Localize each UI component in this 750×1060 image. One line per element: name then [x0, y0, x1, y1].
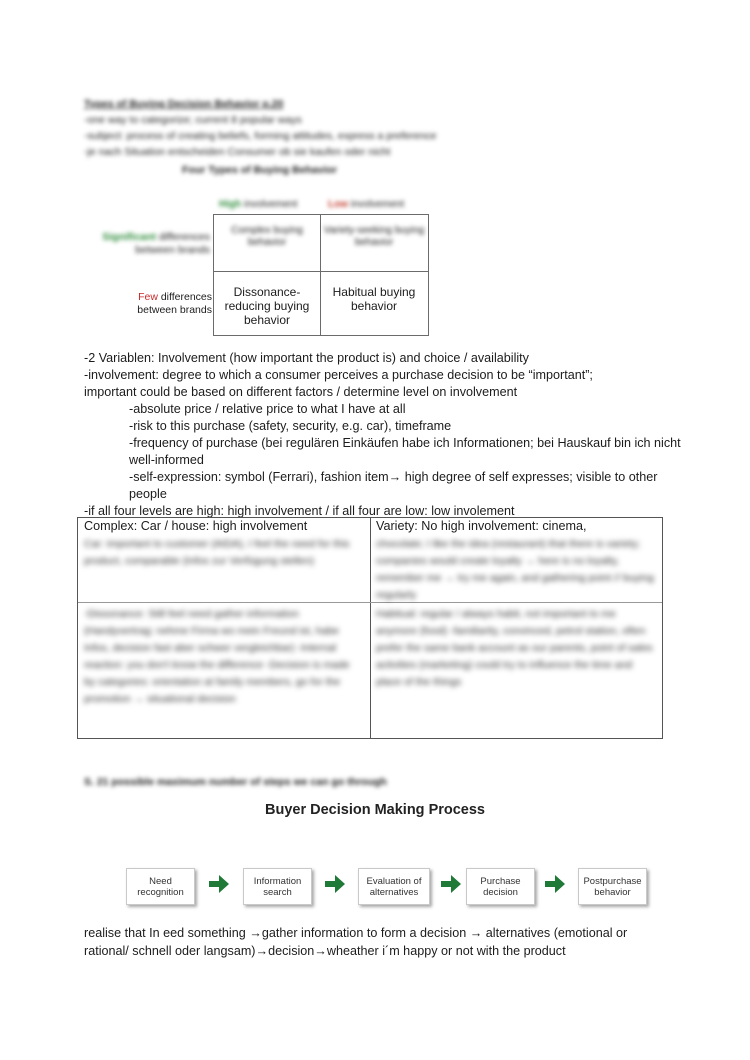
table-cell-dissonance: -Dissonance: Still feel need gather information (Handyvertrag: nehme Firma wo mein Freund ist, habe Infos, decision fast aber schwer vergleichbar) -Internal reaction: you don't know the difference -Decision is made by categories: orientation at family members, go for the promotion → situational decision [84, 608, 350, 705]
table-cell-complex: Car: important to customer (AIDA), I feel the need for this product, comparable (Infos zur Verfügung stellen) [84, 538, 350, 567]
footer-line: rational/ schnell oder langsam)→decision→wheather i´m happy or not with the product [84, 944, 566, 958]
notes-title: Types of Buying Decision Behavior p.20 [84, 98, 284, 110]
cell-habitual: Habitual buying behavior [332, 285, 416, 313]
step-need-recognition: Need recognition [126, 868, 195, 905]
step-postpurchase-behavior: Postpurchase behavior [578, 868, 647, 905]
factor-risk: -risk to this purchase (safety, security, e.g. car), timeframe [129, 419, 452, 433]
table-cell-variety: chocolate; I like the idea (restaurant) that there is variety; companies would create loyalty → here is no loyalty, remember me → try me again, and gathering point // buying regularly [376, 538, 654, 601]
body-line: important could be based on different factors / determine level on involvement [84, 385, 518, 399]
arrow-right-icon [207, 872, 231, 896]
step-purchase-decision: Purchase decision [466, 868, 535, 905]
table-header-complex: Complex: Car / house: high involvement [84, 519, 308, 533]
body-line: -if all four levels are high: high involvement / if all four are low: low involement [84, 504, 515, 518]
notes-block [84, 96, 644, 160]
matrix-divider [214, 271, 428, 272]
high-label: High [219, 199, 242, 210]
table-cell-habitual: Habitual: regular / always habit, not important to me anymore (food) -familiarity, convinced, petrol station, often prefer the same bank account as our parents, point of sales activities (marketing) could try to influence the time and place of the things [376, 608, 653, 688]
cell-variety: Variety-seeking buying behavior [323, 225, 425, 248]
footer-line: realise that In eed something →gather information to form a decision → alternatives (emotional or [84, 926, 628, 940]
table-header-variety: Variety: No high involvement: cinema, [376, 519, 587, 533]
factor-frequency: -frequency of purchase (bei regulären Einkäufen habe ich Informationen; bei Hauskauf bin ich nicht well-informed [129, 436, 681, 467]
step-evaluation-of-alternatives: Evaluation of alternatives [358, 868, 430, 905]
process-title: Buyer Decision Making Process [265, 802, 485, 818]
four-types-title: Four Types of Buying Behavior [182, 164, 337, 176]
row-label-few: Few differences between brands [137, 291, 212, 316]
involvement-table [77, 517, 663, 739]
table-divider [370, 518, 371, 738]
factor-price: -absolute price / relative price to what I have at all [129, 402, 406, 416]
arrow-right-icon [323, 872, 347, 896]
body-text [84, 350, 684, 520]
notes-line: -je nach Situation entscheiden Consumer ob sie kaufen oder nicht [84, 146, 391, 158]
arrow-right-icon [439, 872, 463, 896]
low-label: Low [328, 199, 348, 210]
notes-line: -subject: process of creating beliefs, forming attitudes, express a preference [84, 130, 437, 142]
behavior-matrix [213, 214, 429, 336]
arrow-right-icon [543, 872, 567, 896]
footer-text [84, 924, 684, 960]
cell-complex: Complex buying behavior [231, 225, 303, 248]
factor-self-expression: -self-expression: symbol (Ferrari), fashion item→ high degree of self expresses; visible to other people [129, 470, 658, 501]
column-header-high: High involvement [219, 199, 298, 210]
body-line: -2 Variablen: Involvement (how important the product is) and choice / availability [84, 351, 529, 365]
column-header-low: Low involvement [328, 199, 405, 210]
step-information-search: Information search [243, 868, 312, 905]
body-line: -involvement: degree to which a consumer perceives a purchase decision to be “important”; [84, 368, 593, 382]
cell-dissonance: Dissonance-reducing buying behavior [224, 285, 310, 327]
row-label-significant: Significant differences between brands [102, 231, 210, 256]
page-note: S. 21 possible maximum number of steps we can go through [84, 776, 387, 788]
notes-line: -one way to categorize; current 8 popular ways [84, 114, 302, 126]
